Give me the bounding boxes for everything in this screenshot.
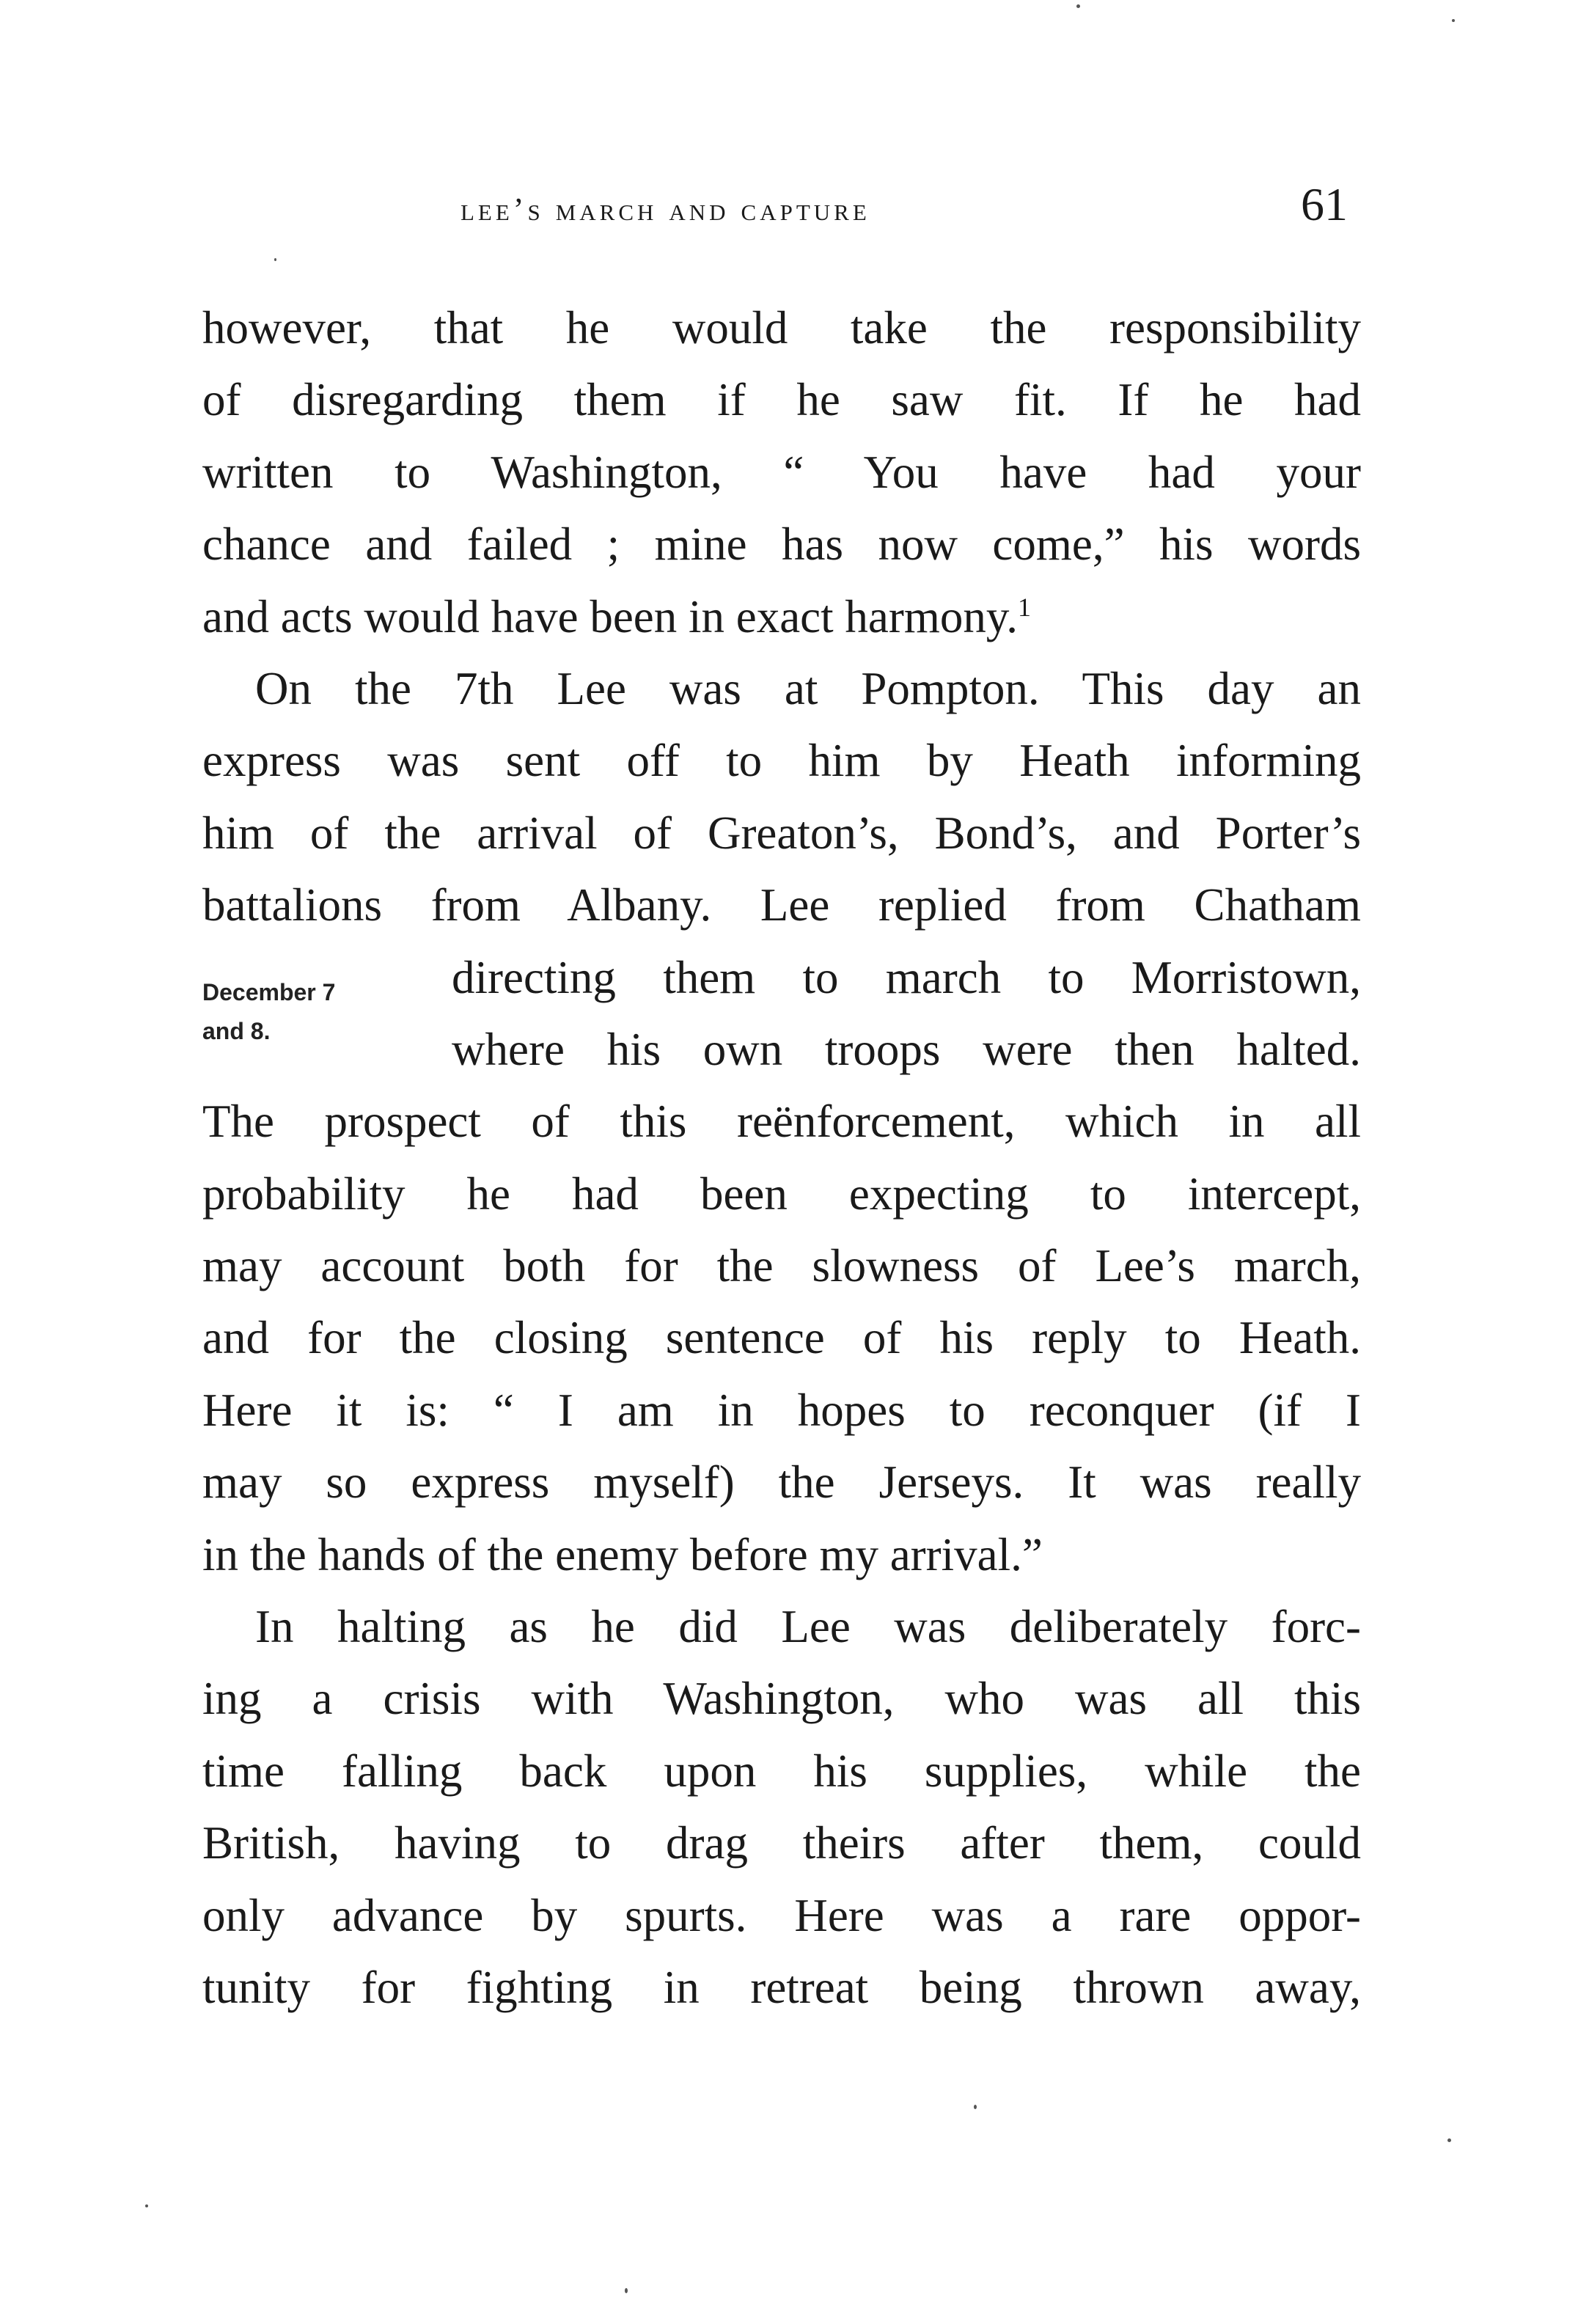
text-line: only advance by spurts. Here was a rare oppor- [202, 1889, 1361, 1941]
running-head: lee’s march and capture [460, 191, 870, 227]
scan-speck [145, 2204, 148, 2207]
text-line: may so express myself) the Jerseys. It was really [202, 1456, 1361, 1509]
text-line: probability he had been expecting to intercept, [202, 1168, 1361, 1220]
text-line: written to Washington, “ You have had your [202, 446, 1361, 498]
text-line: express was sent off to him by Heath informing [202, 735, 1361, 787]
scan-speck [274, 258, 276, 261]
text-line: ing a crisis with Washington, who was all this [202, 1673, 1361, 1725]
text-line: chance and failed ; mine has now come,” his words [202, 518, 1361, 571]
paragraph-2 [202, 653, 1361, 1591]
text-line: In halting as he did Lee was deliberately forc- [255, 1601, 1361, 1653]
text-line: The prospect of this reënforcement, which in all [202, 1096, 1361, 1148]
side-note-date-1: December 7 [202, 979, 336, 1005]
paragraph-1 [202, 292, 1361, 653]
text-line-content: and acts would have been in exact harmony. [202, 590, 1019, 642]
page-number: 61 [1301, 178, 1348, 230]
scan-speck [1447, 2138, 1451, 2142]
text-line [202, 581, 1361, 653]
scan-speck [1452, 19, 1455, 22]
text-line: time falling back upon his supplies, while the [202, 1745, 1361, 1797]
text-line: in the hands of the enemy before my arrival.” [202, 1528, 1043, 1580]
scan-speck [974, 2105, 977, 2109]
text-line: and for the closing sentence of his reply to Heath. [202, 1312, 1361, 1364]
page-header [202, 178, 1361, 248]
text-line: battalions from Albany. Lee replied from Chatham [202, 879, 1361, 931]
text-line: him of the arrival of Greaton’s, Bond’s, and Porter’s [202, 807, 1361, 859]
text-line: however, that he would take the responsibility [202, 302, 1361, 353]
text-line: where his own troops were then halted. [452, 1023, 1361, 1075]
text-line: of disregarding them if he saw fit. If he had [202, 374, 1361, 426]
side-note-date-2: and 8. [202, 1018, 271, 1044]
text-line: On the 7th Lee was at Pompton. This day an [255, 662, 1361, 714]
paragraph-3 [202, 1591, 1361, 2023]
scan-speck [625, 2288, 628, 2293]
text-line: may account both for the slowness of Lee’s march, [202, 1240, 1361, 1292]
body-text [202, 292, 1361, 2023]
footnote-mark: 1 [1018, 592, 1032, 622]
text-line: Here it is: “ I am in hopes to reconquer (if I [202, 1384, 1361, 1436]
scan-speck [1076, 4, 1080, 8]
text-line: tunity for fighting in retreat being thrown away, [202, 1961, 1361, 2013]
text-line: directing them to march to Morristown, [452, 951, 1361, 1003]
text-line: British, having to drag theirs after them, could [202, 1817, 1361, 1869]
